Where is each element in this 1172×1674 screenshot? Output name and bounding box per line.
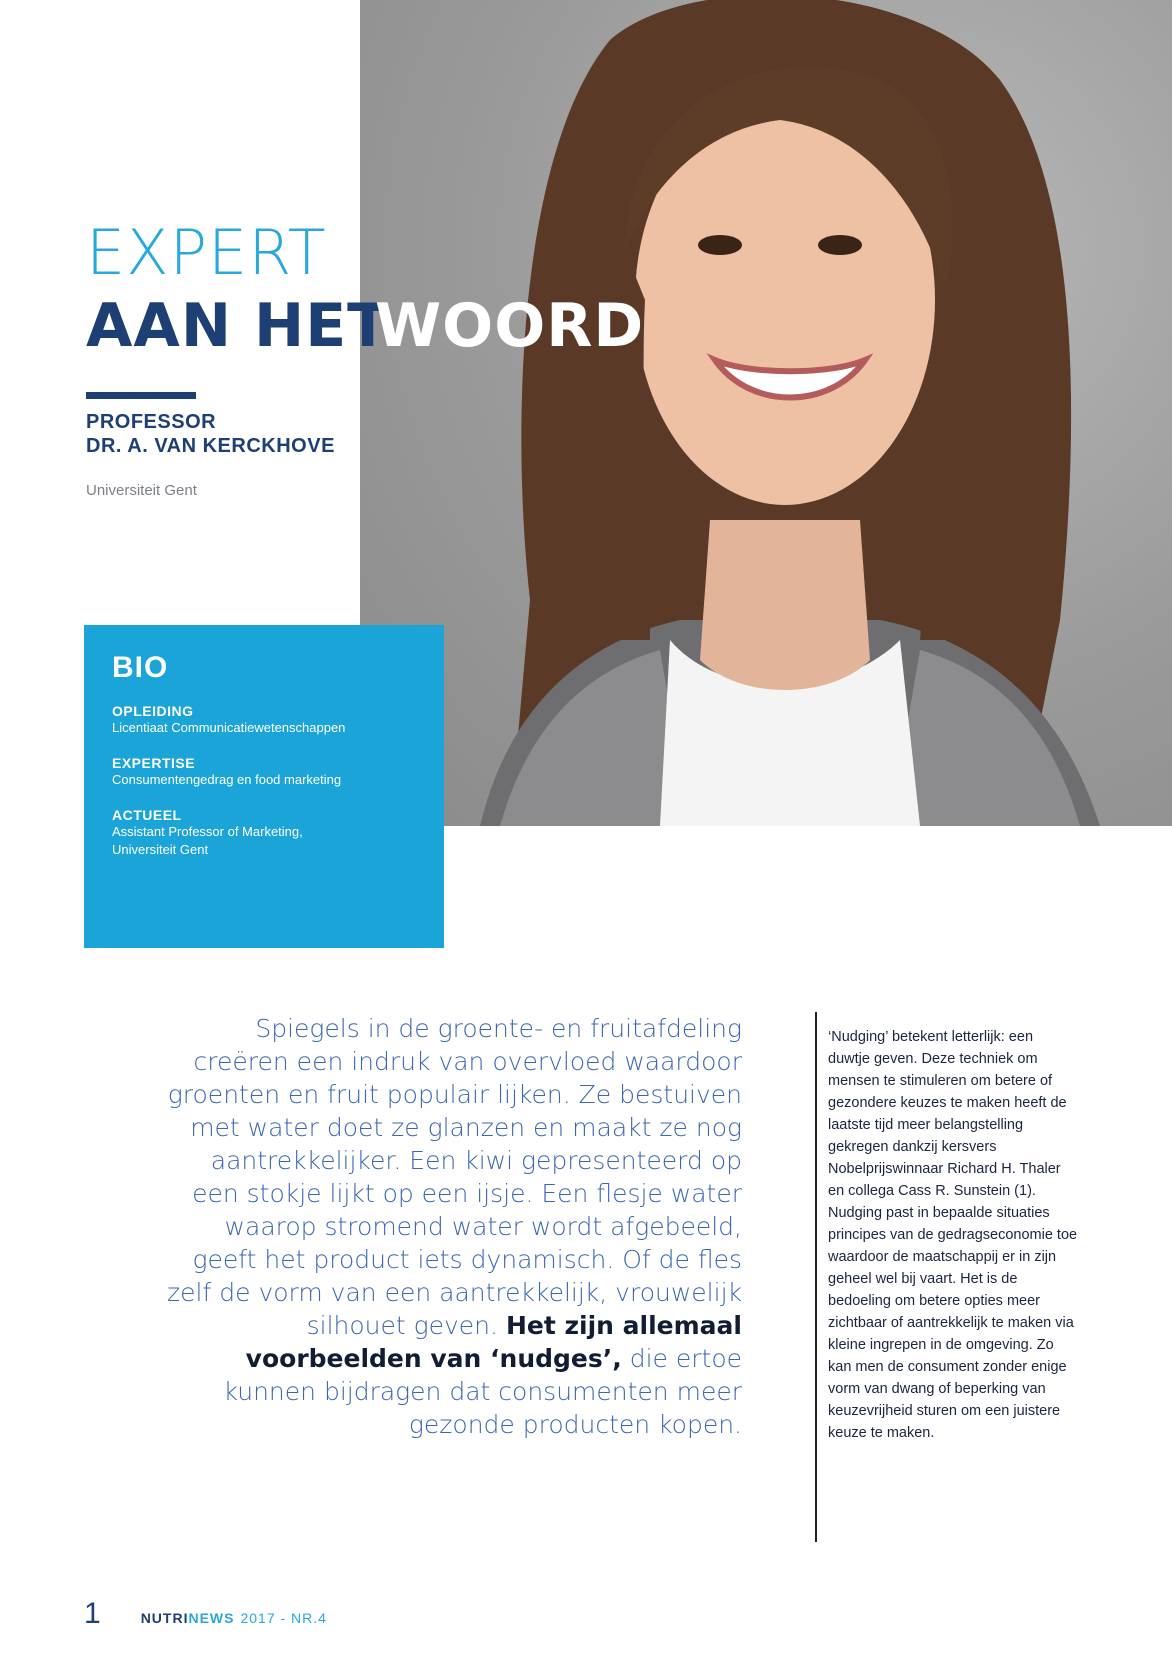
bio-label: EXPERTISE (112, 755, 196, 771)
sidebar-text: ‘Nudging’ betekent letterlijk: een duwtje geven. Deze techniek om mensen te stimuleren om betere of gezondere keuzes te maken heeft de laatste tijd meer belangstelling gekregen dankzij kersvers Nobelprijswinnaar Richard H. Thaler en collega Cass R. Sunstein (1). Nudging past in bepaalde situaties principes van de gedragseconomie toe waardoor de maatschappij er in zijn geheel wel bij vaart. Het is de bedoeling om betere opties meer zichtbaar of aantrekkelijk te maken via kleine ingrepen in de omgeving. Zo kan men de consument zonder enige vorm van dwang of beperking van keuzevrijheid sturen om een juistere keuze te maken. (828, 1029, 1078, 1441)
portrait-photo (360, 0, 1172, 826)
bio-value: Consumentengedrag en food marketing (112, 772, 342, 787)
bio-label: OPLEIDING (112, 703, 194, 719)
bio-value: Assistant Professor of Marketing, Universiteit Gent (112, 824, 303, 857)
intro-text: Spiegels in de groente- en fruitafdeling creëren een indruk van overvloed waardoor groenten en fruit populair lijken. Ze bestuiven met water doet ze glanzen en maakt ze nog aantrekkelijker. Een kiwi gepresenteerd op een stokje lijkt op een ijsje. Een flesje water waarop stromend water wordt afgebeeld, geeft het product iets dynamisch. Of de fles zelf de vorm van een aantrekkelijk, vrouwelijk silhouet geven. (167, 1014, 742, 1340)
bio-section (112, 807, 416, 859)
page-footer (84, 1597, 327, 1631)
page-title-line2: AAN HET (86, 291, 390, 361)
bio-box (84, 625, 444, 948)
magazine-name-part2: NEWS (188, 1610, 235, 1626)
intro-paragraph (160, 1012, 742, 1441)
intro-text-end: die ertoe kunnen bijdragen dat consumenten meer gezonde producten kopen. (223, 1344, 742, 1439)
page-number: 1 (84, 1597, 101, 1630)
bio-section (112, 703, 416, 737)
bio-value: Licentiaat Communicatiewetenschappen (112, 720, 346, 735)
expert-name (86, 410, 335, 458)
page-title-line1: EXPERT (86, 216, 327, 289)
bio-title: BIO (112, 651, 169, 684)
expert-fullname: DR. A. VAN KERCKHOVE (86, 435, 335, 457)
magazine-name-part1: NUTRI (140, 1610, 189, 1626)
bio-label: ACTUEEL (112, 807, 182, 823)
expert-title: PROFESSOR (86, 411, 217, 433)
page-title-line2-white: WOORD (375, 291, 645, 361)
bio-section (112, 755, 416, 789)
title-divider (86, 392, 196, 399)
issue-label: 2017 - NR.4 (240, 1610, 327, 1626)
expert-affiliation: Universiteit Gent (86, 482, 197, 499)
sidebar-divider (815, 1012, 817, 1542)
intro-emphasis: Het zijn allemaal voorbeelden van ‘nudges’, (245, 1311, 742, 1373)
